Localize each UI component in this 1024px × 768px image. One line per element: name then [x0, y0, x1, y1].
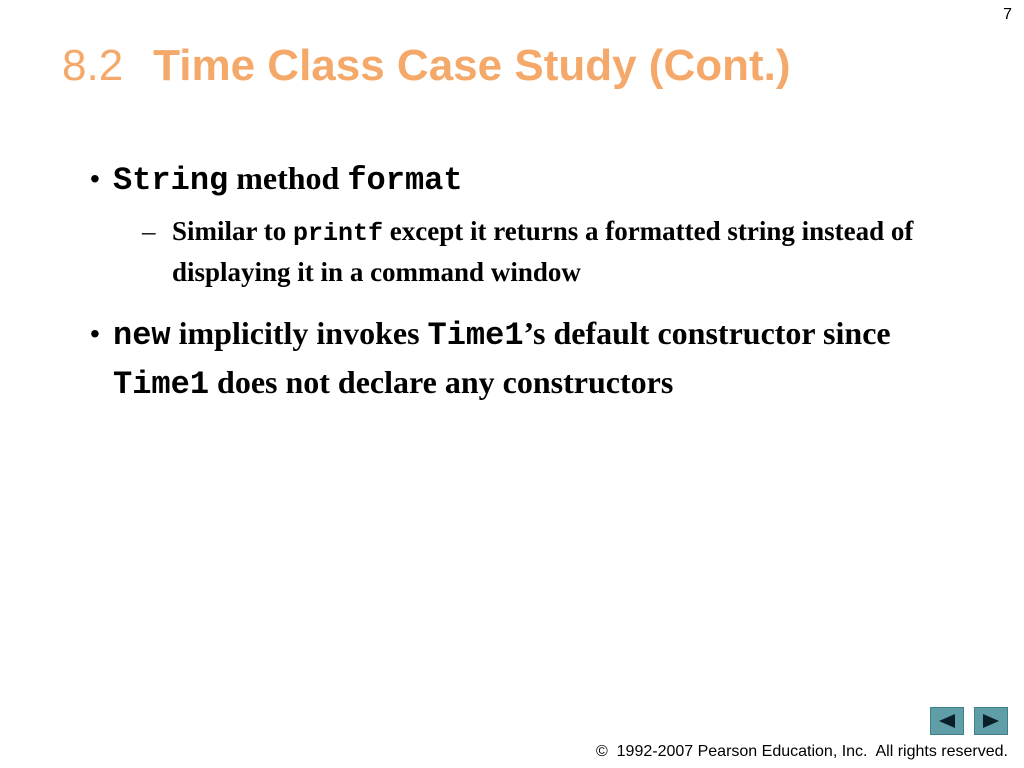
- next-slide-button[interactable]: [974, 707, 1008, 735]
- bullet-text: ’s default constructor since: [523, 315, 891, 351]
- bullet-new-constructor: [90, 310, 930, 408]
- left-triangle-icon: [937, 713, 957, 729]
- sub-bullet-text: except it returns a formatted string instead of displaying it in a command window: [172, 216, 914, 287]
- copyright-footer: © 1992-2007 Pearson Education, Inc. All rights reserved.: [595, 743, 1008, 760]
- page-number: 7: [1003, 6, 1012, 23]
- previous-slide-button[interactable]: [930, 707, 964, 735]
- slide-title: [62, 42, 1002, 90]
- sub-bullet-text: Similar to: [172, 216, 293, 246]
- sub-bullet-printf: [142, 212, 930, 292]
- code-time1: Time1: [113, 366, 210, 403]
- bullet-marker: •: [90, 318, 100, 349]
- code-printf: printf: [293, 219, 384, 248]
- slide-body: [90, 155, 930, 408]
- bullet-text: implicitly invokes: [170, 315, 428, 351]
- section-number: 8.2: [62, 41, 124, 90]
- bullet-marker: •: [90, 163, 100, 194]
- bullet-string-format: [90, 155, 930, 204]
- right-triangle-icon: [981, 713, 1001, 729]
- title-text: Time Class Case Study (Cont.): [153, 41, 791, 90]
- dash-marker: –: [142, 216, 156, 246]
- code-new: new: [113, 317, 171, 354]
- bullet-text: does not declare any constructors: [209, 364, 674, 400]
- code-time1: Time1: [427, 317, 524, 354]
- code-string: String: [113, 162, 229, 199]
- bullet-text: method: [228, 160, 348, 196]
- code-format: format: [347, 162, 463, 199]
- slide-navigation: [930, 707, 1008, 735]
